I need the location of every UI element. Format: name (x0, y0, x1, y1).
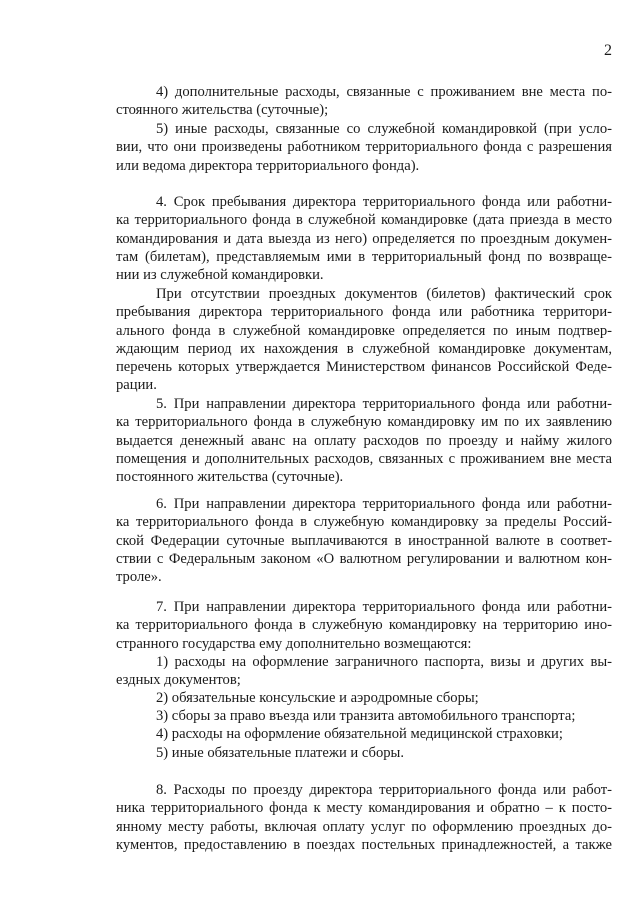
text-line: стоянного жительства (суточные); (116, 102, 329, 119)
text-line: ской Федерации суточные выплачиваются в иностранной валюте в соответ- (116, 532, 612, 549)
text-line: там (билетам), представляемым ими в территориальный фонд по возвраще- (116, 248, 612, 265)
list-item-7-3 (116, 707, 612, 725)
text-line: рации. (116, 377, 157, 394)
text-line: помещения и дополнительных расходов, связанных с проживанием вне места (116, 450, 612, 467)
paragraph-section-6 (116, 495, 612, 586)
text-line: нии из служебной командировки. (116, 267, 324, 284)
text-line: командирования и дата выезда из него) определяется по проездным докумен- (116, 230, 612, 247)
text-line: ка территориального фонда в служебную командировку за пределы Россий- (116, 514, 612, 531)
list-item-7-4 (116, 725, 612, 743)
text-line: ждающим период их нахождения в служебной командировке документам, (116, 340, 612, 357)
text-line: янному месту работы, включая оплату услуг по оформлению проездных до- (116, 818, 612, 835)
text-line: ствии с Федеральным законом «О валютном регулировании и валютном кон- (116, 550, 612, 567)
text-line: 8. Расходы по проезду директора территориального фонда или работ- (156, 782, 612, 798)
text-line: ка территориального фонда в служебную командировку им по их заявлению (116, 414, 612, 431)
text-line: ка территориального фонда в служебной командировке (дата приезда в место (116, 212, 612, 229)
text-line: выдается денежный аванс на оплату расходов по проезду и найму жилого (116, 432, 612, 449)
text-line: 3) сборы за право въезда или транзита автомобильного транспорта; (156, 708, 576, 724)
list-item-7-5 (116, 744, 612, 762)
paragraph-section-5 (116, 395, 612, 486)
text-line: кументов, предоставлению в поездах постельных принадлежностей, а также (116, 836, 612, 853)
text-line: 7. При направлении директора территориального фонда или работни- (156, 599, 612, 615)
text-line: 4) дополнительные расходы, связанные с проживанием вне места по- (156, 84, 612, 100)
text-line: 2) обязательные консульские и аэродромные сборы; (156, 690, 479, 706)
text-line: 4. Срок пребывания директора территориального фонда или работни- (156, 194, 612, 210)
paragraph-item-4-daily-allowance (116, 83, 612, 120)
text-line: 4) расходы на оформление обязательной медицинской страховки; (156, 726, 563, 742)
paragraph-section-4-continued (116, 285, 612, 395)
text-line: При отсутствии проездных документов (билетов) фактический срок (156, 286, 612, 302)
text-line: перечень которых утверждается Министерством финансов Российской Феде- (116, 359, 612, 376)
text-line: постоянного жительства (суточные). (116, 469, 344, 486)
paragraph-section-8 (116, 781, 612, 854)
text-line: или ведома директора территориального фонда). (116, 157, 420, 174)
list-item-7-2 (116, 689, 612, 707)
text-line: 5. При направлении директора территориального фонда или работни- (156, 396, 612, 412)
text-line: 5) иные обязательные платежи и сборы. (156, 745, 405, 761)
text-line: 5) иные расходы, связанные со служебной командировкой (при усло- (156, 121, 612, 137)
text-line: 1) расходы на оформление заграничного паспорта, визы и других вы- (156, 654, 612, 670)
text-line: 6. При направлении директора территориального фонда или работни- (156, 496, 612, 512)
text-line: вии, что они произведены работником территориального фонда с разрешения (116, 139, 612, 156)
paragraph-item-5-other-expenses (116, 120, 612, 175)
text-line: ника территориального фонда к месту командирования и обратно – к посто- (116, 800, 612, 817)
page-number: 2 (604, 42, 612, 59)
text-line: ездных документов; (116, 672, 241, 689)
text-line: ка территориального фонда в служебную командировку на территорию ино- (116, 617, 612, 634)
paragraph-section-4 (116, 193, 612, 284)
text-line: странного государства ему дополнительно возмещаются: (116, 635, 472, 652)
paragraph-section-7 (116, 598, 612, 653)
list-item-7-1 (116, 653, 612, 690)
text-line: ального фонда в служебной командировке определяется по иным подтвер- (116, 322, 612, 339)
text-line: пребывания директора территориального фонда или работника территори- (116, 304, 612, 321)
text-line: троле». (116, 569, 162, 586)
